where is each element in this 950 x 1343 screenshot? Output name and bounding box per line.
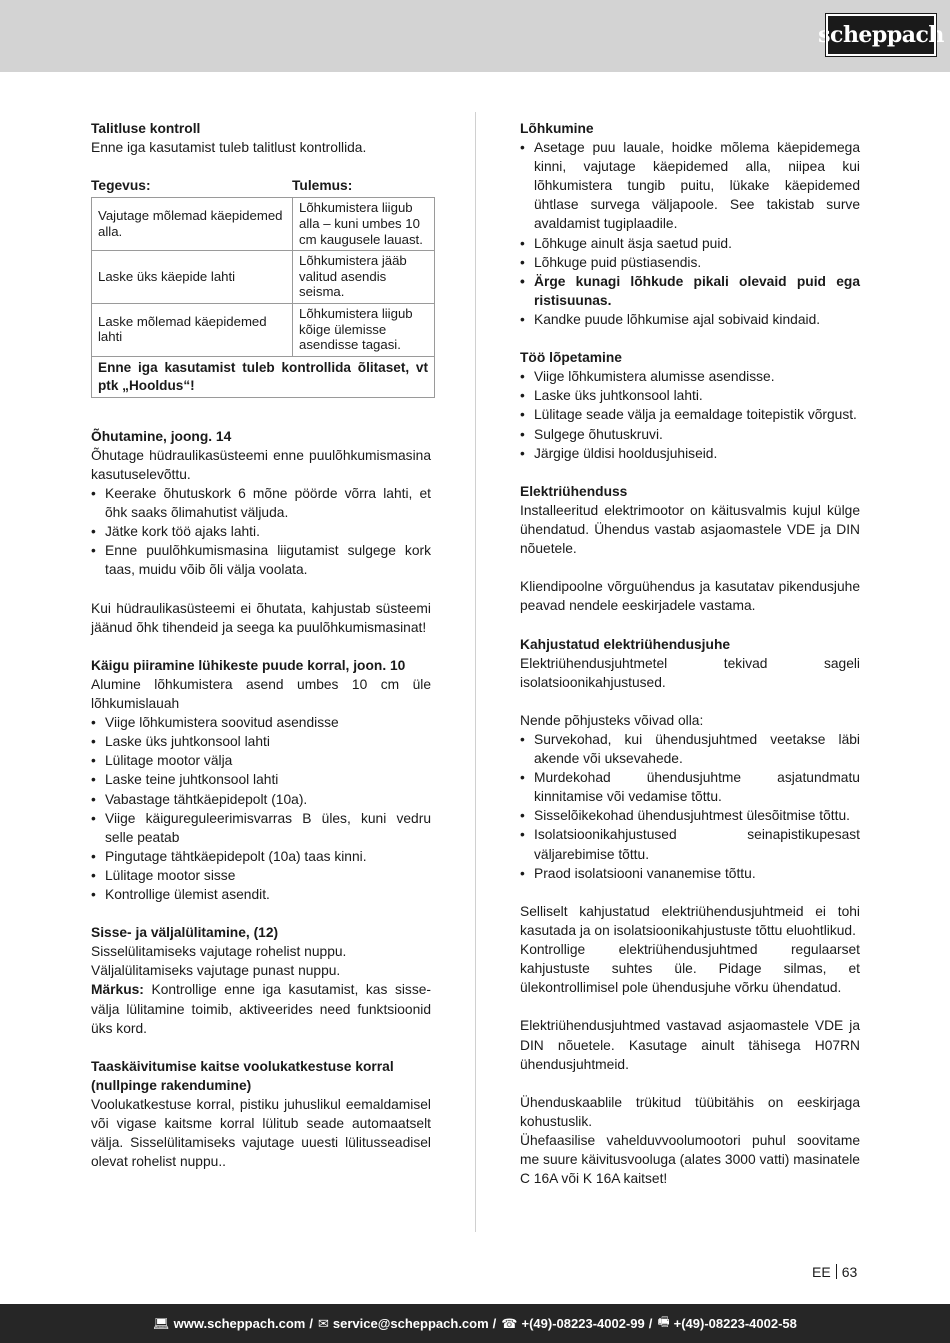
list-item: • Lõhkuge ainult äsja saetud puid. [520, 234, 860, 253]
section-too-lopetamine [520, 348, 860, 463]
section-heading: Kahjustatud elektriühendusjuhe [520, 636, 731, 652]
paragraph: Elektriühendusjuhtmed vastavad asjaomastele VDE ja DIN nõuetele. Kasutage ainult tähisega H07RN ühendusjuhtmeid. [520, 1018, 860, 1072]
list-item: • Lülitage mootor sisse [91, 866, 431, 885]
list-item-warning: • Ärge kunagi lõhkude pikali olevaid puid ega ristisuunas. [520, 272, 860, 310]
computer-icon: 💻︎ [153, 1315, 170, 1331]
list-item: • Kandke puude lõhkumise ajal sobivaid kindaid. [520, 310, 860, 329]
section-kaigu [91, 656, 431, 904]
list-item: • Viige käigureguleerimisvarras B üles, kuni vedru selle peatab [91, 809, 431, 847]
table-note: Enne iga kasutamist tuleb kontrollida õlitaset, vt ptk „Hooldus“! [92, 356, 435, 397]
table-cell-result: Lõhkumistera liigub kõige ülemisse asendisse tagasi. [293, 303, 435, 356]
paragraph: Õhutage hüdraulikasüsteemi enne puulõhkumismasina kasutuselevõttu. [91, 447, 431, 482]
paragraph: Väljalülitamiseks vajutage punast nuppu. [91, 963, 341, 979]
table-cell-result: Lõhkumistera jääb valitud asendis seisma. [293, 251, 435, 304]
paragraph: Nende põhjusteks võivad olla: [520, 712, 704, 728]
table-row [92, 303, 435, 356]
table-row [92, 251, 435, 304]
footer-email-link[interactable]: service@scheppach.com [332, 1316, 489, 1331]
bullet-list [91, 484, 431, 579]
footer-web-link[interactable]: www.scheppach.com [173, 1316, 306, 1331]
paragraph: Voolukatkestuse korral, pistiku juhuslikul eemaldamisel või vigase kaitsme korral lülitub seade automaatselt välja. Sisselülitamiseks vajutage uuesti lülitusseadisel olevat rohelist nuppu.. [91, 1097, 431, 1170]
table-header [91, 176, 431, 195]
table-cell-action: Laske mõlemad käepidemed lahti [92, 303, 293, 356]
list-item: • Pingutage tähtkäepidepolt (10a) taas kinni. [91, 847, 431, 866]
footer-bar: 💻︎ www.scheppach.com / ✉︎ service@scheppach.com / ☎︎ +(49)-08223-4002-99 / 🖷︎ +(49)-08223-4002-58 [0, 1304, 950, 1343]
list-item: • Lülitage seade välja ja eemaldage toitepistik võrgust. [520, 405, 860, 424]
list-item: • Viige lõhkumistera alumisse asendisse. [520, 367, 860, 386]
section-heading: Elektriühenduss [520, 483, 628, 499]
phone-icon: ☎︎ [501, 1315, 518, 1331]
table-row [92, 356, 435, 397]
page-lang: EE [812, 1264, 831, 1280]
list-item: • Isolatsioonikahjustused seinapistikupesast väljarebimise tõttu. [520, 825, 860, 863]
note-paragraph [91, 980, 431, 1037]
left-column [91, 119, 431, 1190]
table-cell-action: Vajutage mõlemad käepidemed alla. [92, 198, 293, 251]
note-label: Märkus: [91, 982, 144, 998]
column-divider [475, 112, 476, 1232]
table-row [92, 198, 435, 251]
section-heading: Taaskäivitumise kaitse voolukatkestuse korral (nullpinge rakendumine) [91, 1058, 394, 1093]
list-item: • Asetage puu lauale, hoidke mõlema käepidemega kinni, vajutage käepidemed alla, niipea kui lõhkumistera tungib puitu, lükake käepidemed ühtlase survega väljapoole. See takistab surve avaldamist tugiplaadile. [520, 138, 860, 233]
list-item: • Enne puulõhkumismasina liigutamist sulgege kork taas, muidu võib õli välja voolata. [91, 541, 431, 579]
section-ohutamine [91, 427, 431, 637]
header-bar [0, 0, 950, 72]
section-heading: Lõhkumine [520, 121, 594, 136]
brand-logo: scheppach [826, 14, 936, 56]
section-heading: Töö lõpetamine [520, 350, 622, 366]
note-text: Kontrollige enne iga kasutamist, kas sisse-välja lülitamine toimib, aktiveerides need funktsioonid üks kord. [91, 982, 431, 1036]
section-lohkumine [520, 119, 860, 329]
footer-fax: +(49)-08223-4002-58 [673, 1316, 797, 1331]
paragraph: Kontrollige elektriühendusjuhtmed regulaarset kahjustuste suhtes üle. Pidage silmas, et ülekontrollimisel pole ühendusjuhe võrku ühendatud. [520, 942, 860, 996]
list-item: • Survekohad, kui ühendusjuhtmed veetakse läbi akende või uksevahede. [520, 730, 860, 768]
section-heading: Talitluse kontroll [91, 121, 201, 136]
paragraph: Ühenduskaablile trükitud tüübitähis on eeskirjaga kohustuslik. [520, 1094, 860, 1129]
paragraph: Alumine lõhkumistera asend umbes 10 cm üle lõhkumislauah [91, 676, 431, 712]
col-action-label: Tegevus: [91, 178, 151, 194]
fax-icon: 🖷︎ [657, 1313, 670, 1329]
section-kahjustatud [520, 635, 860, 1189]
paragraph: Kliendipoolne võrguühendus ja kasutatav pikendusjuhe peavad nendele eeskirjadele vastama. [520, 579, 860, 614]
paragraph: Sisselülitamiseks vajutage rohelist nuppu. [91, 944, 347, 960]
section-heading: Õhutamine, joong. 14 [91, 428, 232, 444]
list-item: • Praod isolatsiooni vananemise tõttu. [520, 864, 860, 883]
paragraph: Ühefaasilise vahelduvvoolumootori puhul soovitame me suure käivitusvooluga (alates 3000 vatti) masinatele C 16A või K 16A kaitset! [520, 1132, 860, 1187]
section-taaskaivitus [91, 1057, 431, 1172]
section-heading: Käigu piiramine lühikeste puude korral, joon. 10 [91, 657, 406, 673]
list-item: • Keerake õhutuskork 6 mõne pöörde võrra lahti, et õhk saaks õlimahutist väljuda. [91, 484, 431, 522]
list-item: • Laske teine juhtkonsool lahti [91, 770, 431, 789]
control-table [91, 197, 435, 397]
mail-icon: ✉︎ [318, 1315, 329, 1331]
col-result-label: Tulemus: [292, 178, 353, 194]
list-item: • Lülitage mootor välja [91, 751, 431, 770]
list-item: • Vabastage tähtkäepidepolt (10a). [91, 790, 431, 809]
bullet-list [91, 713, 431, 904]
page-num: 63 [841, 1264, 858, 1280]
list-item: • Sisselõikekohad ühendusjuhtmest ülesõitmise tõttu. [520, 806, 860, 825]
paragraph: Elektriühendusjuhtmetel tekivad sageli isolatsioonikahjustused. [520, 655, 860, 690]
section-talitlus [91, 119, 431, 398]
bullet-list [520, 138, 860, 329]
section-heading: Sisse- ja väljalülitamine, (12) [91, 925, 279, 941]
list-item: • Sulgege õhutuskruvi. [520, 425, 860, 444]
list-item: • Laske üks juhtkonsool lahti. [520, 386, 860, 405]
list-item: • Kontrollige ülemist asendit. [91, 885, 431, 904]
list-item: • Järgige üldisi hooldusjuhiseid. [520, 444, 860, 463]
bullet-list [520, 730, 860, 883]
page-number [812, 1264, 857, 1280]
list-item: • Lõhkuge puid püstiasendis. [520, 253, 860, 272]
list-item: • Viige lõhkumistera soovitud asendisse [91, 713, 431, 732]
paragraph: Installeeritud elektrimootor on käitusvalmis kujul külge ühendatud. Ühendus vastab asjaomastele VDE ja DIN nõuetele. [520, 502, 860, 557]
list-item: • Laske üks juhtkonsool lahti [91, 732, 431, 751]
paragraph: Kui hüdraulikasüsteemi ei õhutata, kahjustab süsteemi jäänud õhk tihendeid ja seega ka puulõhkumismasinat! [91, 600, 431, 635]
paragraph: Selliselt kahjustatud elektriühendusjuhtmeid ei tohi kasutada ja on isolatsioonikahjustuste tõttu eluohtlikud. [520, 903, 860, 938]
list-item: • Jätke kork töö ajaks lahti. [91, 522, 431, 541]
paragraph: Enne iga kasutamist tuleb talitlust kontrollida. [91, 140, 367, 156]
table-cell-result: Lõhkumistera liigub alla – kuni umbes 10 cm kaugusele lauast. [293, 198, 435, 251]
section-elektriuhendus [520, 482, 860, 616]
section-sisse [91, 923, 431, 1038]
bullet-list [520, 367, 860, 462]
right-column [520, 119, 860, 1207]
list-item: • Murdekohad ühendusjuhtme asjatundmatu kinnitamise või vedamise tõttu. [520, 768, 860, 806]
table-cell-action: Laske üks käepide lahti [92, 251, 293, 304]
footer-phone: +(49)-08223-4002-99 [521, 1316, 645, 1331]
